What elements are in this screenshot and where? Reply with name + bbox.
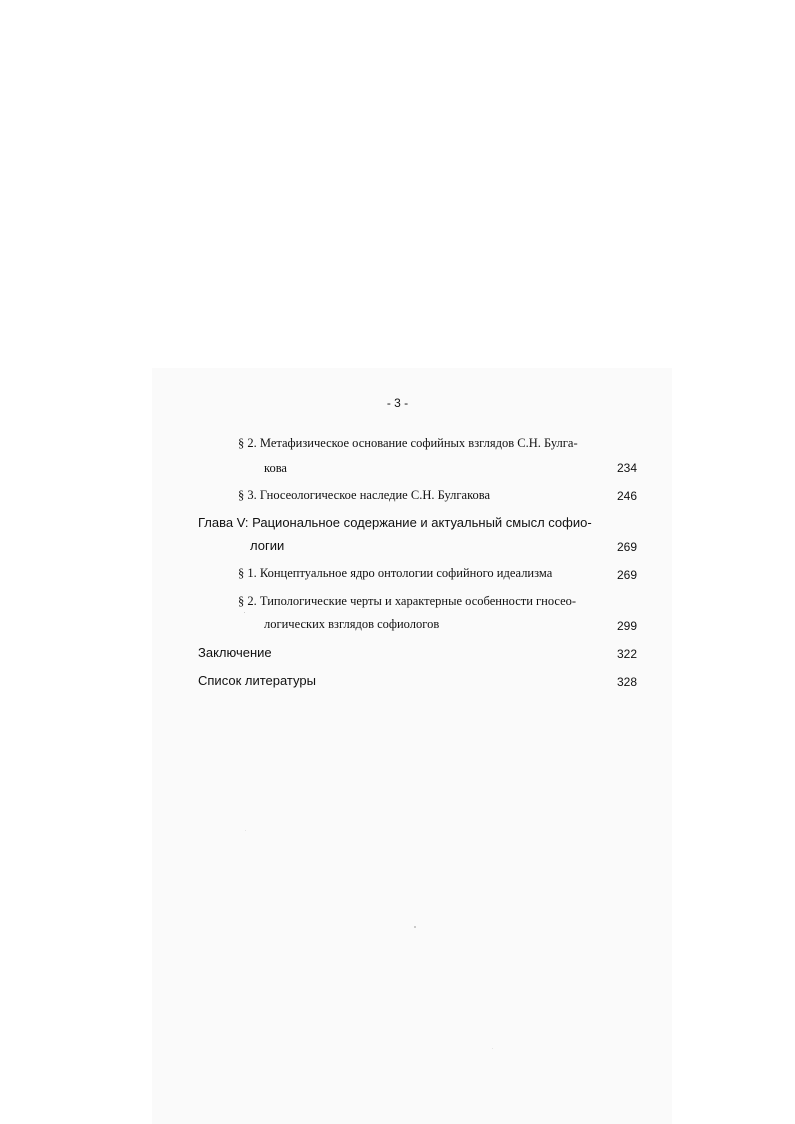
scan-speck	[245, 830, 246, 831]
toc-entry-title: § 1. Концептуальное ядро онтологии софийного идеализма	[238, 566, 553, 580]
toc-entry-page: 328	[617, 675, 638, 689]
toc-entry-page: 269	[617, 540, 638, 554]
toc-entry-page: 234	[617, 461, 638, 475]
toc-chapter-title-line1: Глава V: Рациональное содержание и актуальный смысл софио-	[198, 515, 592, 530]
toc-entry-page: 269	[617, 568, 638, 582]
toc-entry-title-line1: § 2. Метафизическое основание софийных взглядов С.Н. Булга-	[238, 436, 578, 450]
toc-entry-title: Список литературы	[198, 673, 316, 688]
page-number: - 3 -	[386, 396, 409, 410]
toc-entry-title-line2: логических взглядов софиологов	[264, 617, 440, 631]
scanned-page-area	[152, 368, 672, 1124]
toc-entry-title-line1: § 2. Типологические черты и характерные особенности гносео-	[238, 594, 577, 608]
toc-entry-page: 246	[617, 489, 638, 503]
toc-entry-title: § 3. Гносеологическое наследие С.Н. Булгакова	[238, 488, 491, 502]
toc-entry-title-line2: кова	[264, 461, 287, 475]
toc-entry-page: 299	[617, 619, 638, 633]
toc-entry-title: Заключение	[198, 645, 272, 660]
scan-speck	[492, 1048, 493, 1049]
toc-chapter-title-line2: логии	[250, 538, 285, 553]
toc-entry-page: 322	[617, 647, 638, 661]
scan-speck	[414, 926, 416, 928]
scan-speck	[244, 612, 245, 613]
